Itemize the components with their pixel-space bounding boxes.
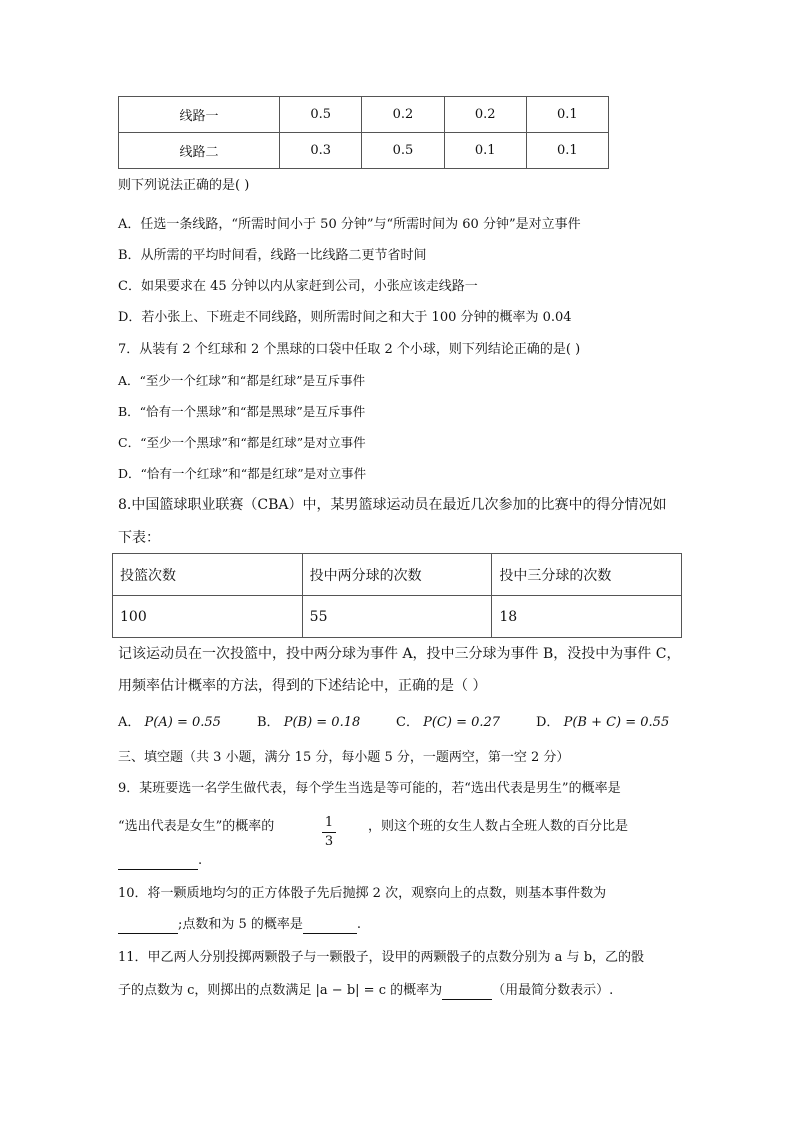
table-cell: 100 (113, 596, 303, 638)
prob-cell: 0.5 (280, 97, 362, 133)
q11-line2: 子的点数为 c，则掷出的点数满足 |a − b| = c 的概率为 （用最简分数表示）. (118, 983, 614, 998)
column-header: 投中两分球的次数 (302, 554, 492, 596)
prob-cell: 0.1 (526, 133, 608, 169)
q6-option-c: C．如果要求在 45 分钟以内从家赶到公司，小张应该走线路一 (118, 279, 478, 294)
q6-option-d: D．若小张上、下班走不同线路，则所需时间之和大于 100 分钟的概率为 0.04 (118, 310, 572, 325)
fraction-denominator: 3 (324, 834, 334, 849)
q7-option-d: D．“恰有一个红球”和“都是红球”是对立事件 (118, 466, 367, 481)
table-header-row (113, 554, 682, 596)
q9-line2b: ，则这个班的女生人数占全班人数的百分比是 (368, 819, 629, 834)
column-header: 投中三分球的次数 (492, 554, 682, 596)
q10-line2: ;点数和为 5 的概率是 . (118, 917, 361, 934)
section-heading: 三、填空题（共 3 小题，满分 15 分，每小题 5 分，一题两空，第一空 2 分） (118, 750, 570, 765)
prob-cell: 0.5 (362, 133, 444, 169)
q8-stem-line2: 下表： (118, 530, 160, 546)
table-cell: 55 (302, 596, 492, 638)
q9-line3: . (118, 853, 202, 870)
shooting-table (112, 553, 682, 638)
option-letter: D． (536, 715, 560, 730)
answer-blank[interactable] (118, 853, 198, 870)
table-cell: 18 (492, 596, 682, 638)
option-expr: P(C) = 0.27 (423, 715, 501, 730)
prob-cell: 0.3 (280, 133, 362, 169)
q7-option-a: A．“至少一个红球”和“都是红球”是互斥事件 (118, 373, 366, 388)
q7-option-b: B．“恰有一个黑球”和“都是黑球”是互斥事件 (118, 404, 366, 419)
q6-option-a: A．任选一条线路，“所需时间小于 50 分钟”与“所需时间为 60 分钟”是对立事件 (118, 217, 581, 232)
answer-blank[interactable] (442, 983, 492, 1000)
prob-cell: 0.1 (444, 133, 526, 169)
q10-line1: 10．将一颗质地均匀的正方体骰子先后抛掷 2 次，观察向上的点数，则基本事件数为 (118, 886, 607, 901)
q7-stem: 7．从装有 2 个红球和 2 个黑球的口袋中任取 2 个小球，则下列结论正确的是( ) (118, 342, 581, 357)
q8-desc-line2: 用频率估计概率的方法，得到的下述结论中，正确的是（ ） (118, 678, 487, 694)
route-label: 线路二 (119, 133, 280, 169)
fraction-bar (322, 832, 336, 833)
q8-stem-line1: 8.中国篮球职业联赛（CBA）中，某男篮球运动员在最近几次参加的比赛中的得分情况如 (118, 497, 667, 513)
q6-option-b: B．从所需的平均时间看，线路一比线路二更节省时间 (118, 248, 427, 263)
prob-cell: 0.2 (444, 97, 526, 133)
answer-blank[interactable] (303, 917, 357, 934)
answer-blank[interactable] (118, 917, 178, 934)
option-expr: P(B) = 0.18 (283, 715, 361, 730)
q8-desc-line1: 记该运动员在一次投篮中，投中两分球为事件 A，投中三分球为事件 B，没投中为事件 C， (118, 646, 681, 662)
q8-option-a (118, 711, 221, 730)
option-letter: C． (396, 715, 419, 730)
route-label: 线路一 (119, 97, 280, 133)
q8-option-b (257, 711, 360, 730)
prob-cell: 0.1 (526, 97, 608, 133)
q8-option-d (536, 711, 669, 730)
fraction-numerator: 1 (324, 815, 334, 830)
option-letter: A． (118, 715, 141, 730)
fraction (322, 815, 336, 850)
option-letter: B． (257, 715, 280, 730)
q7-option-c: C．“至少一个黑球”和“都是红球”是对立事件 (118, 435, 366, 450)
column-header: 投篮次数 (113, 554, 303, 596)
prob-cell: 0.2 (362, 97, 444, 133)
route-time-table (118, 96, 609, 169)
q6-stem: 则下列说法正确的是( ) (118, 178, 250, 193)
option-expr: P(A) = 0.55 (144, 715, 221, 730)
q11-line1: 11．甲乙两人分别投掷两颗骰子与一颗骰子，设甲的两颗骰子的点数分别为 a 与 b，乙的骰 (118, 950, 645, 965)
table-row (119, 133, 609, 169)
option-expr: P(B + C) = 0.55 (563, 715, 670, 730)
q9-line2a: “选出代表是女生”的概率的 (118, 819, 275, 834)
q9-line1: 9．某班要选一名学生做代表，每个学生当选是等可能的，若“选出代表是男生”的概率是 (118, 781, 621, 796)
q8-option-c (396, 711, 500, 730)
table-row (119, 97, 609, 133)
table-row (113, 596, 682, 638)
